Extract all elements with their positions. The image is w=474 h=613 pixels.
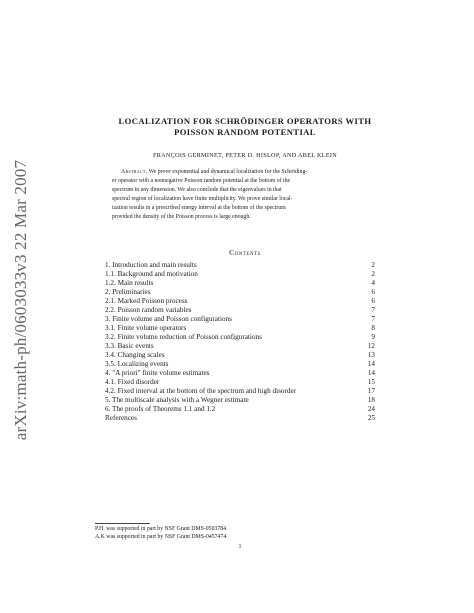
toc-entry[interactable] [105,306,375,315]
toc-entry-page: 12 [367,342,375,350]
footnote-2: A.K was supported in part by NSF Grant DMS-0457474. [95,534,228,540]
toc-entry-label: 4.2. Fixed interval at the bottom of the spectrum and high disorder [105,387,297,395]
toc-entry-label: 4.1. Fixed disorder [105,378,160,386]
toc-entry-page: 24 [367,405,375,413]
toc-entry-page: 15 [367,378,375,386]
toc-entry-label: 3.3. Basic events [105,342,154,350]
toc-entry-page: 13 [367,351,375,359]
toc-entry[interactable] [105,378,375,387]
toc-entry-page: 6 [371,288,375,296]
toc-entry-label: 3.1. Finite volume operators [105,324,187,332]
toc-entry-page: 2 [371,270,375,278]
toc-entry[interactable] [105,324,375,333]
toc-entry-label: 6. The proofs of Theorems 1.1 and 1.2 [105,405,216,413]
toc-entry[interactable] [105,297,375,306]
arxiv-identifier-text: arXiv:math-ph/0603033v3 22 Mar 2007 [11,159,31,441]
abstract-line-6: provided the density of the Poisson process is large enough. [112,214,251,220]
toc-entry-label: 3. Finite volume and Poisson configurations [105,315,232,323]
toc-entry-label: 4. "A priori" finite volume estimates [105,369,210,377]
toc-entry-label: 1.1. Background and motivation [105,270,198,278]
toc-entry[interactable] [105,261,375,270]
toc-entry[interactable] [105,333,375,342]
toc-entry-label: 1. Introduction and main results [105,261,197,269]
toc-entry[interactable] [105,405,375,414]
toc-entry-page: 7 [371,306,375,314]
abstract-line-5: ization results in a prescribed energy interval at the bottom of the spectrum [112,205,286,211]
toc-entry[interactable] [105,396,375,405]
toc-entry-label: 5. The multiscale analysis with a Wegner estimate [105,396,249,404]
author-list: FRANÇOIS GERMINET, PETER D. HISLOP, AND ABEL KLEIN [152,152,338,159]
toc-entry-label: 2.2. Poisson random variables [105,306,192,314]
arxiv-identifier [8,150,34,450]
toc-entry-label: 1.2. Main results [105,279,154,287]
toc-entry[interactable] [105,279,375,288]
toc-entry-page: 6 [371,297,375,305]
toc-entry-page: 4 [371,279,375,287]
toc-entry-page: 7 [371,315,375,323]
toc-entry-page: 14 [367,360,375,368]
toc-entry-page: 17 [367,387,375,395]
abstract-heading: Abstract. [121,169,148,175]
toc-entry[interactable] [105,414,375,423]
paper-title-line-2: POISSON RANDOM POTENTIAL [174,127,316,137]
toc-entry-label: 3.2. Finite volume reduction of Poisson configurations [105,333,262,341]
footnote-rule [95,523,150,524]
paper-title-line-1: LOCALIZATION FOR SCHRÖDINGER OPERATORS WITH [118,116,372,126]
contents-heading: Contents [229,248,261,257]
toc-entry-page: 9 [371,333,375,341]
abstract-line-2: er operator with a nonnegative Poisson random potential at the bottom of the [112,178,291,184]
toc-entry-label: 2.1. Marked Poisson process [105,297,188,305]
toc-entry[interactable] [105,288,375,297]
toc-entry-page: 25 [367,414,375,422]
abstract-line-3: spectrum in any dimension. We also conclude that the eigenvalues in that [112,187,282,193]
toc-entry-page: 8 [371,324,375,332]
toc-entry[interactable] [105,387,375,396]
toc-entry-label: References [105,414,137,422]
toc-entry-label: 2. Preliminaries [105,288,151,296]
toc-entry[interactable] [105,315,375,324]
toc-entry-page: 18 [367,396,375,404]
footnote-1: P.H. was supported in part by NSF Grant DMS-0503784. [95,526,228,532]
toc-entry-label: 3.5. Localizing events [105,360,169,368]
toc-entry[interactable] [105,342,375,351]
toc-entry[interactable] [105,360,375,369]
abstract-line-1 [121,168,371,177]
toc-entry-label: 3.4. Changing scales [105,351,165,359]
toc-entry[interactable] [105,270,375,279]
abstract-first-line: We prove exponential and dynamical localization for the Schröding- [148,169,308,175]
abstract-line-4: spectral region of localization have finite multiplicity. We prove similar local- [112,196,293,202]
toc-entry[interactable] [105,369,375,378]
toc-entry-page: 2 [371,261,375,269]
toc-entry[interactable] [105,351,375,360]
toc-entry-page: 14 [367,369,375,377]
page-number: 1 [238,544,242,550]
